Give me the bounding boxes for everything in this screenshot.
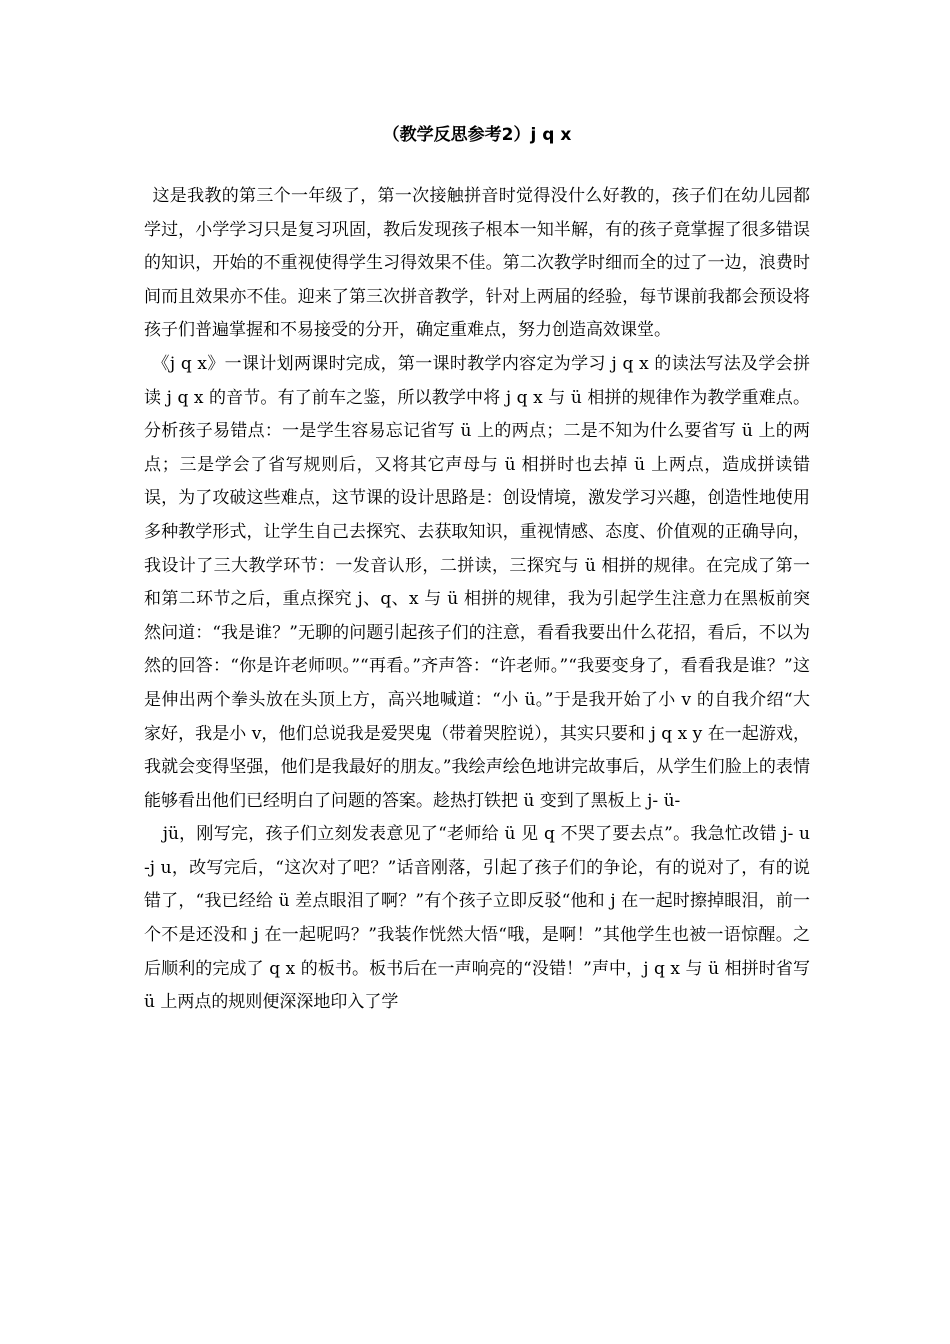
paragraph-3: jü，刚写完，孩子们立刻发表意见了“老师给 ü 见 q 不哭了要去点”。我急忙改错 j- u -j u，改写完后，“这次对了吧？”话音刚落，引起了孩子们的争论，有的说对了，有的说错了，“我已经给 ü 差点眼泪了啊？”有个孩子立即反驳“他和 j 在一起时擦掉眼泪，前一个不是还没和 j 在一起呢吗？”我装作恍然大悟“哦，是啊！”其他学生也被一语惊醒。之后顺利的完成了 q x 的板书。板书后在一声响亮的“没错！”声中，j q x 与 ü 相拼时省写 ü 上两点的规则便深深地印入了学 [144,824,810,1013]
document-title: （教学反思参考2）j q x [382,125,572,145]
paragraph-2: 《j q x》一课计划两课时完成，第一课时教学内容定为学习 j q x 的读法写法及学会拼读 j q x 的音节。有了前车之鉴，所以教学中将 j q x 与 ü 相拼的规律作为教学重难点。分析孩子易错点：一是学生容易忘记省写 ü 上的两点；二是不知为什么要省写 ü 上的两点；三是学会了省写规则后，又将其它声母与 ü 相拼时也去掉 ü 上两点，造成拼读错误，为了攻破这些难点，这节课的设计思路是：创设情境，激发学习兴趣，创造性地使用多种教学形式，让学生自己去探究、去获取知识，重视情感、态度、价值观的正确导向，我设计了三大教学环节：一发音认形，二拼读，三探究与 ü 相拼的规律。在完成了第一和第二环节之后，重点探究 j、q、x 与 ü 相拼的规律，我为引起学生注意力在黑板前突然问道：“我是谁？”无聊的问题引起孩子们的注意，看看我要出什么花招，看后，不以为然的回答：“你是许老师呗。”“再看。”齐声答：“许老师。”“我要变身了，看看我是谁？”这是伸出两个拳头放在头顶上方，高兴地喊道：“小 ü。”于是我开始了小 v 的自我介绍“大家好，我是小 v，他们总说我是爱哭鬼（带着哭腔说），其实只要和 j q x y 在一起游戏，我就会变得坚强，他们是我最好的朋友。”我绘声绘色地讲完故事后，从学生们脸上的表情能够看出他们已经明白了问题的答案。趁热打铁把 ü 变到了黑板上 j- ü- [144,353,810,811]
paragraph-1: 这是我教的第三个一年级了，第一次接触拼音时觉得没什么好教的，孩子们在幼儿园都学过，小学学习只是复习巩固，教后发现孩子根本一知半解，有的孩子竟掌握了很多错误的知识，开始的不重视使得学生习得效果不佳。第二次教学时细而全的过了一边，浪费时间而且效果亦不佳。迎来了第三次拼音教学，针对上两届的经验，每节课前我都会预设将孩子们普遍掌握和不易接受的分开，确定重难点，努力创造高效课堂。 [144,186,810,341]
document-page [144,112,810,1020]
